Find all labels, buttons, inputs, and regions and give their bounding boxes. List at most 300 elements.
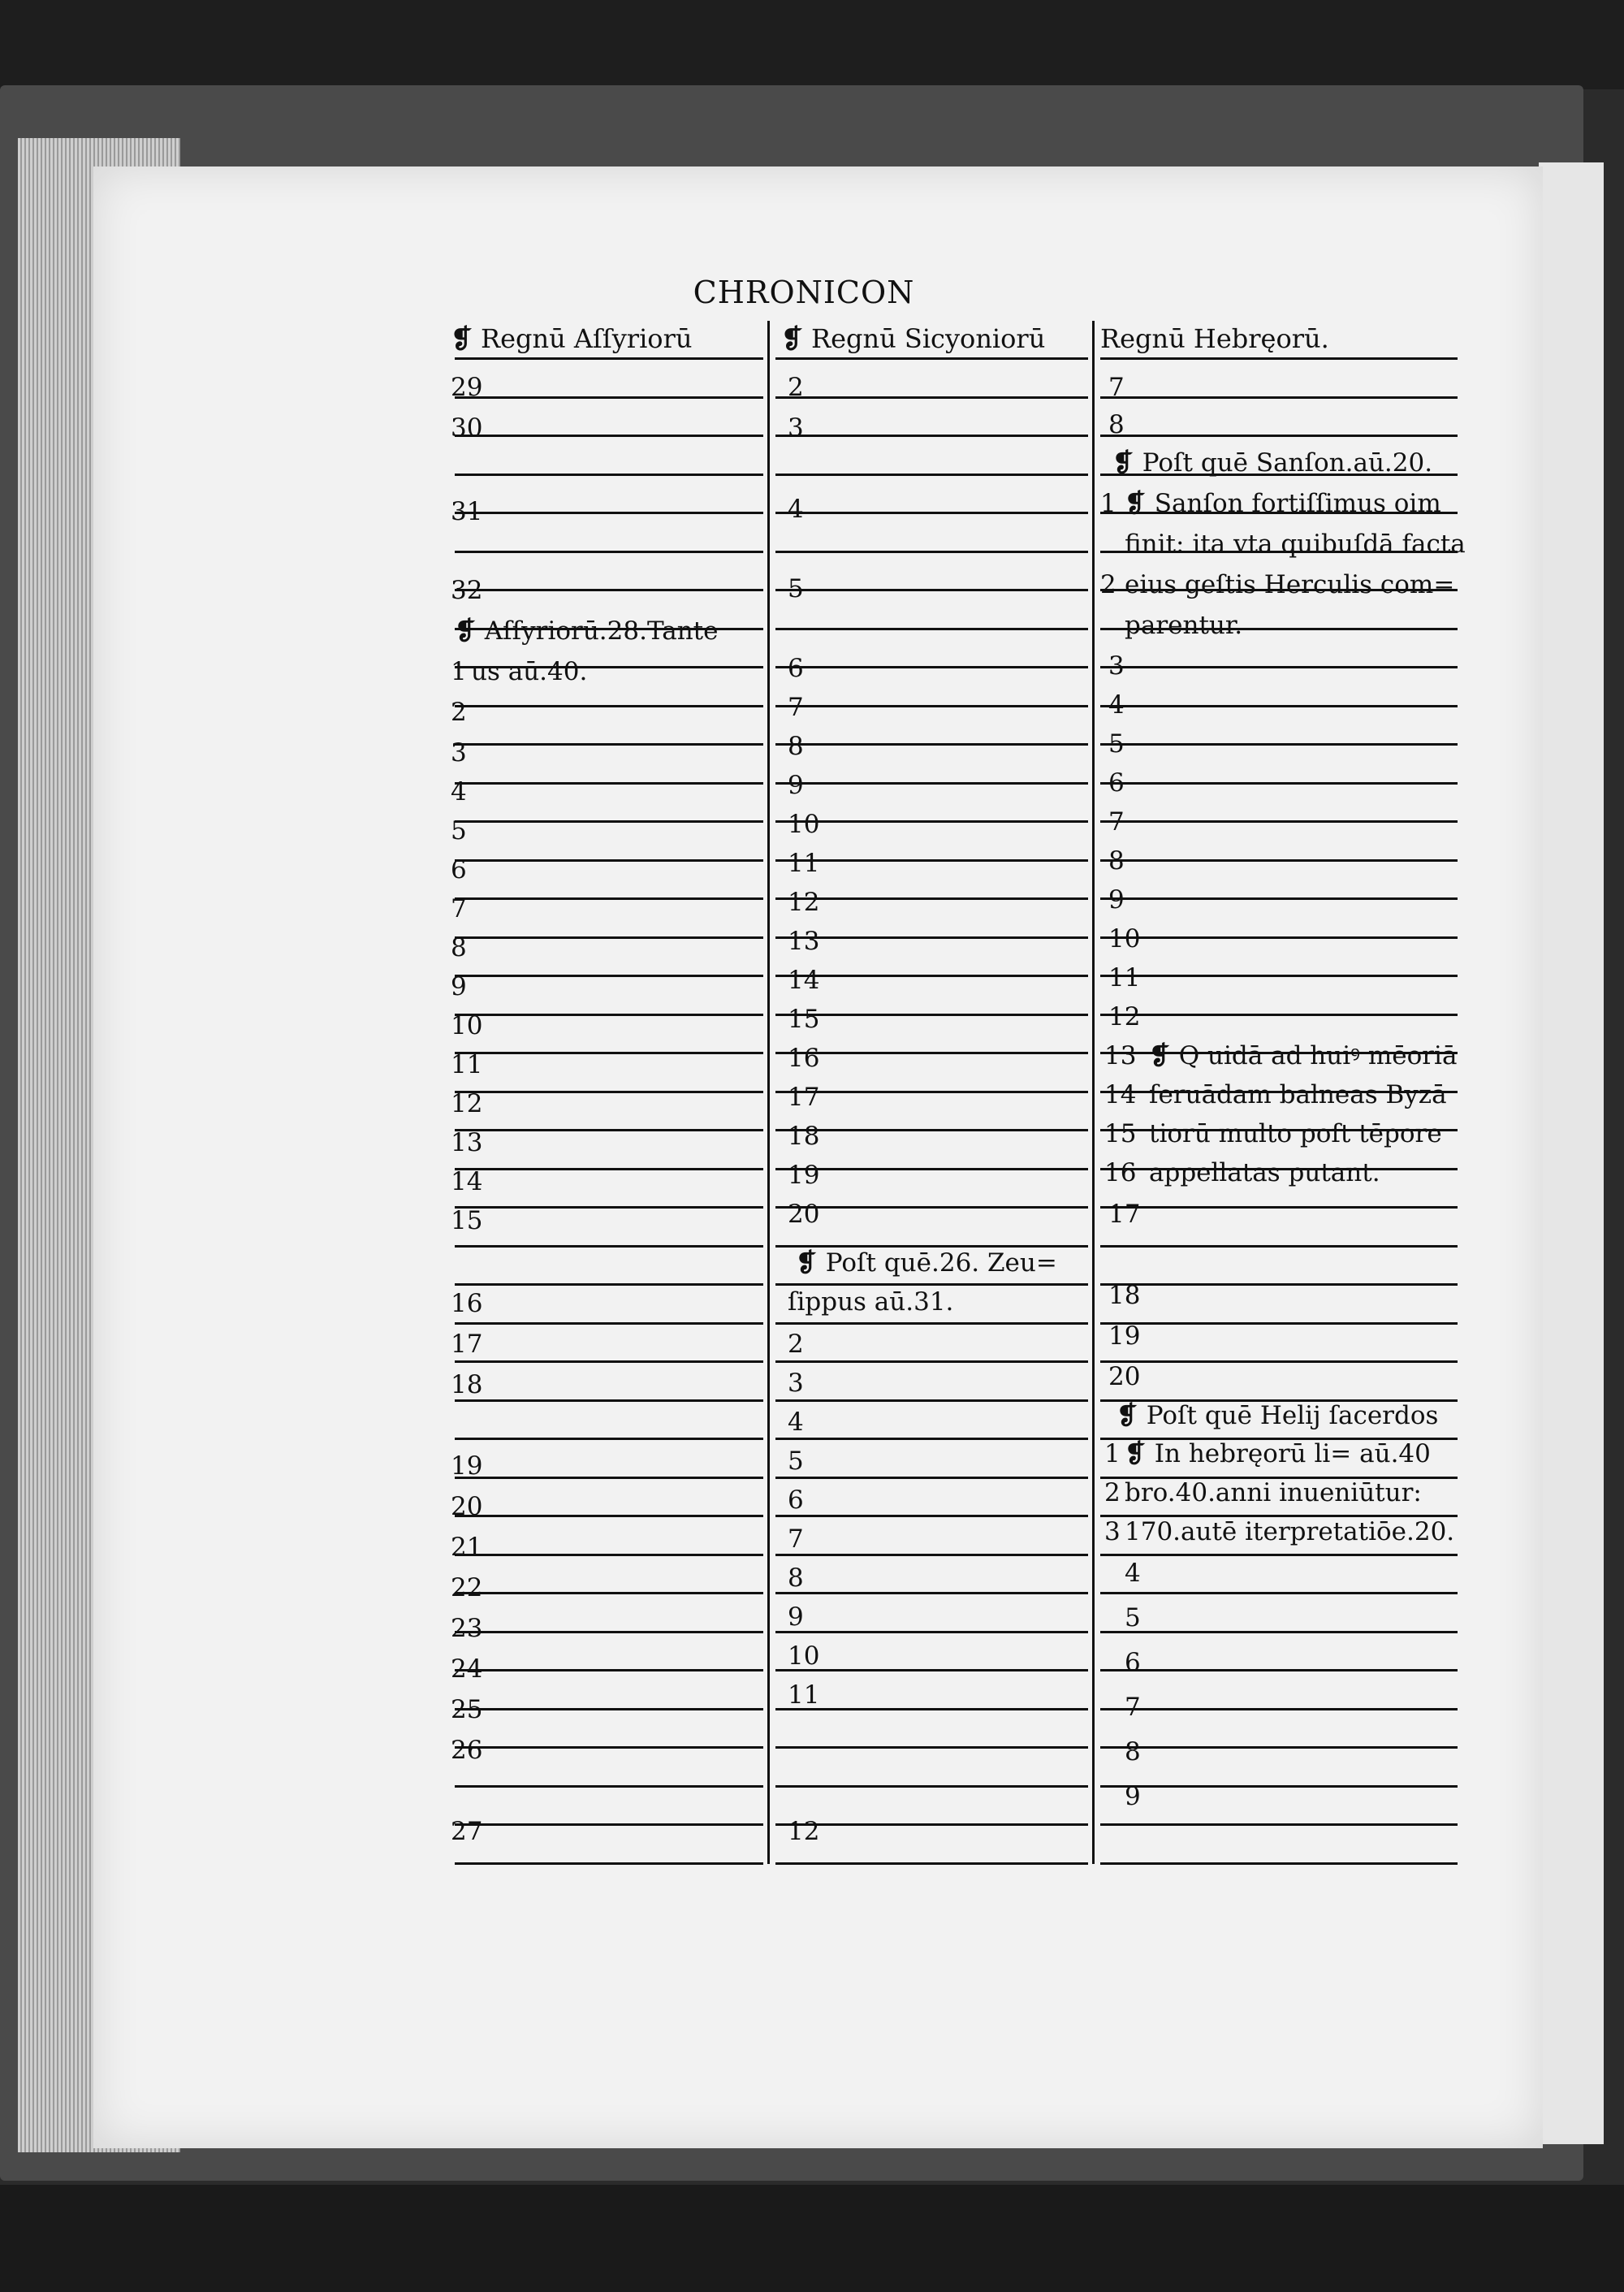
ruled-line bbox=[775, 1515, 1088, 1517]
year-number bbox=[451, 1535, 482, 1560]
year-number bbox=[1108, 1002, 1141, 1031]
ruled-line bbox=[1100, 975, 1458, 977]
year-number bbox=[788, 1202, 819, 1227]
ruled-line bbox=[1100, 897, 1458, 900]
column-header-sicyon bbox=[781, 323, 1045, 354]
ruled-line bbox=[455, 820, 763, 823]
quida-note-text: ſeruādam balneas Byzā bbox=[1149, 1080, 1447, 1109]
year-number-text: 7 bbox=[1125, 1693, 1141, 1722]
year-number bbox=[1104, 1478, 1121, 1507]
year-number-text: 14 bbox=[1104, 1080, 1137, 1109]
pilcrow-mark: ❡ bbox=[1112, 448, 1142, 478]
year-number bbox=[451, 972, 467, 1001]
pilcrow-mark: ❡ bbox=[1116, 1401, 1147, 1430]
ruled-line bbox=[455, 1592, 763, 1594]
ruled-line bbox=[775, 936, 1088, 939]
ruled-line bbox=[775, 1245, 1088, 1248]
year-number-text: 16 bbox=[788, 1044, 820, 1073]
year-number-text: 20 bbox=[1108, 1362, 1141, 1391]
year-number-text: 20 bbox=[788, 1200, 820, 1229]
year-number bbox=[1100, 491, 1116, 517]
year-number bbox=[788, 890, 819, 915]
year-number bbox=[788, 1819, 819, 1844]
year-number-text: 9 bbox=[788, 1602, 804, 1632]
ruled-line bbox=[775, 1477, 1088, 1479]
year-number-text: 14 bbox=[451, 1167, 483, 1196]
ruled-line bbox=[775, 474, 1088, 476]
year-number-text: 6 bbox=[1125, 1648, 1141, 1677]
ruled-line bbox=[455, 1438, 763, 1440]
year-number-text: 8 bbox=[1125, 1737, 1141, 1767]
year-number-text: 5 bbox=[1125, 1603, 1141, 1633]
ruled-line bbox=[455, 589, 763, 591]
year-number bbox=[1104, 1158, 1137, 1187]
year-number-text: 19 bbox=[788, 1161, 820, 1190]
year-number-text: 19 bbox=[1108, 1321, 1141, 1351]
year-number-text: 31 bbox=[451, 497, 483, 526]
year-number-text: 3 bbox=[1108, 651, 1125, 681]
year-number bbox=[1125, 1561, 1141, 1586]
pilcrow-mark: ❡ bbox=[455, 616, 485, 646]
ruled-line bbox=[775, 820, 1088, 823]
ruled-line bbox=[775, 1014, 1088, 1016]
year-number bbox=[1108, 651, 1125, 681]
ruled-line bbox=[455, 1206, 763, 1209]
ruled-line bbox=[1100, 1708, 1458, 1710]
ruled-line bbox=[775, 1708, 1088, 1710]
ruled-line bbox=[1100, 705, 1458, 707]
helij-heading bbox=[1116, 1403, 1438, 1429]
year-number bbox=[788, 1410, 804, 1435]
sanson-note bbox=[1125, 570, 1455, 599]
year-number-text: 1 bbox=[1100, 489, 1116, 518]
ruled-line bbox=[775, 1322, 1088, 1325]
sanson-note-text: finit: ita vta quibuſdā facta bbox=[1125, 530, 1466, 559]
helij-note bbox=[1125, 1517, 1455, 1546]
ruled-line bbox=[1100, 396, 1458, 399]
year-number bbox=[451, 1370, 483, 1399]
year-number-text: 18 bbox=[788, 1122, 820, 1151]
helij-note bbox=[1125, 1439, 1431, 1468]
ruled-line bbox=[775, 1785, 1088, 1788]
ruled-line bbox=[1100, 1014, 1458, 1016]
year-number bbox=[1104, 1119, 1137, 1148]
ruled-line bbox=[455, 1129, 763, 1131]
helij-note-text: In hebręorū li= aū.40 bbox=[1154, 1439, 1431, 1468]
year-number bbox=[788, 497, 804, 522]
year-number-text: 11 bbox=[451, 1050, 483, 1079]
year-number bbox=[788, 1485, 804, 1515]
year-number-text: 17 bbox=[1108, 1200, 1141, 1229]
year-number bbox=[451, 1291, 482, 1317]
ruled-line bbox=[455, 1360, 763, 1363]
year-number-text: 4 bbox=[451, 777, 467, 807]
column-header-hebrew bbox=[1100, 323, 1329, 354]
sanson-note-text: Sanſon fortiſſimus oim bbox=[1154, 489, 1441, 518]
sicyon-note bbox=[788, 1287, 954, 1317]
year-number-text: 7 bbox=[788, 1524, 804, 1554]
assyria-note-text: us aū.40. bbox=[471, 657, 588, 686]
year-number-text: 23 bbox=[451, 1614, 483, 1643]
ruled-line bbox=[775, 1631, 1088, 1633]
year-number bbox=[788, 656, 804, 681]
ruled-line bbox=[775, 357, 1088, 360]
year-number bbox=[1108, 1283, 1140, 1308]
ruled-line bbox=[455, 1168, 763, 1170]
year-number bbox=[788, 1680, 820, 1710]
ruled-line bbox=[1100, 859, 1458, 862]
year-number bbox=[451, 1167, 483, 1196]
sicyon-note bbox=[796, 1248, 1057, 1278]
ruled-line bbox=[455, 975, 763, 977]
sanson-note bbox=[1125, 491, 1441, 517]
year-number bbox=[1108, 768, 1125, 798]
year-number-text: 7 bbox=[1108, 373, 1125, 402]
year-number-text: 10 bbox=[451, 1011, 483, 1040]
year-number-text: 16 bbox=[1104, 1158, 1137, 1187]
assyria-note bbox=[455, 616, 719, 646]
year-number-text: 9 bbox=[1108, 885, 1125, 915]
year-number bbox=[1108, 690, 1125, 720]
column-divider-1 bbox=[767, 321, 770, 1864]
year-number bbox=[451, 1332, 482, 1357]
year-number bbox=[1108, 410, 1125, 439]
year-number-text: 1 bbox=[1104, 1439, 1121, 1468]
ruled-line bbox=[1100, 1862, 1458, 1865]
year-number-text: 11 bbox=[1108, 963, 1141, 992]
ruled-line bbox=[455, 1322, 763, 1325]
ruled-line bbox=[775, 1438, 1088, 1440]
year-number-text: 9 bbox=[788, 771, 804, 800]
quida-note-text: tiorū multo poſt tēpore bbox=[1149, 1119, 1442, 1148]
backdrop bbox=[0, 0, 1624, 89]
assyria-note-text: Aſſyriorū.28.Tante bbox=[484, 616, 719, 646]
year-number bbox=[1100, 570, 1116, 599]
column-header-assyria bbox=[451, 323, 692, 354]
ruled-line bbox=[775, 589, 1088, 591]
year-number-text: 12 bbox=[788, 888, 820, 917]
ruled-line bbox=[455, 396, 763, 399]
year-number-text: 18 bbox=[451, 1370, 483, 1399]
year-number-text: 3 bbox=[788, 413, 804, 443]
year-number bbox=[1108, 729, 1125, 759]
year-number bbox=[788, 1371, 804, 1396]
pilcrow-mark: ❡ bbox=[451, 323, 473, 354]
year-number-text: 26 bbox=[451, 1736, 483, 1765]
ruled-line bbox=[775, 1823, 1088, 1826]
year-number bbox=[1108, 1364, 1140, 1390]
sanson-heading-text: Poſt quē Sanſon.aū.20. bbox=[1142, 448, 1433, 478]
ruled-line bbox=[455, 1283, 763, 1286]
bottom-shadow bbox=[0, 2185, 1624, 2292]
quida-note bbox=[1149, 1158, 1380, 1187]
year-number-text: 20 bbox=[451, 1492, 483, 1521]
year-number bbox=[1108, 375, 1125, 400]
page-title: CHRONICON bbox=[693, 275, 915, 310]
helij-note-text: 170.autē iterpretatiōe.20. bbox=[1125, 1517, 1455, 1546]
year-number bbox=[1125, 1603, 1141, 1633]
year-number bbox=[788, 1124, 819, 1149]
year-number bbox=[451, 933, 467, 962]
ruled-line bbox=[775, 859, 1088, 862]
ruled-line bbox=[775, 551, 1088, 553]
ruled-line bbox=[1100, 1245, 1458, 1248]
year-number bbox=[451, 1011, 483, 1040]
year-number bbox=[451, 894, 467, 923]
year-number bbox=[788, 1332, 804, 1357]
ruled-line bbox=[1100, 1746, 1458, 1749]
year-number bbox=[1108, 885, 1125, 915]
quida-note bbox=[1149, 1119, 1442, 1148]
helij-note-text: bro.40.anni inueniūtur: bbox=[1125, 1478, 1422, 1507]
ruled-line bbox=[775, 897, 1088, 900]
sicyon-note-text: ſippus aū.31. bbox=[788, 1287, 954, 1317]
year-number-text: 4 bbox=[1125, 1559, 1141, 1588]
year-number-text: 13 bbox=[451, 1128, 483, 1157]
ruled-line bbox=[1100, 1554, 1458, 1556]
year-number-text: 15 bbox=[451, 1206, 483, 1235]
ruled-line bbox=[455, 435, 763, 437]
year-number bbox=[1108, 924, 1141, 954]
year-number bbox=[451, 1654, 483, 1684]
ruled-line bbox=[1100, 1206, 1458, 1209]
year-number bbox=[788, 1046, 819, 1071]
ruled-line bbox=[775, 435, 1088, 437]
ruled-line bbox=[1100, 936, 1458, 939]
ruled-line bbox=[775, 628, 1088, 630]
year-number bbox=[1104, 1517, 1121, 1546]
year-number bbox=[1108, 807, 1125, 837]
year-number bbox=[451, 1616, 482, 1641]
year-number bbox=[451, 738, 467, 768]
ruled-line bbox=[455, 859, 763, 862]
ruled-line bbox=[775, 1592, 1088, 1594]
year-number bbox=[451, 855, 467, 884]
ruled-line bbox=[775, 1052, 1088, 1054]
year-number bbox=[451, 375, 482, 400]
year-number-text: 6 bbox=[1108, 768, 1125, 798]
ruled-line bbox=[775, 1091, 1088, 1093]
year-number-text: 25 bbox=[451, 1695, 483, 1724]
ruled-line bbox=[775, 705, 1088, 707]
year-number bbox=[1104, 1439, 1121, 1468]
year-number-text: 10 bbox=[1108, 924, 1141, 954]
ruled-line bbox=[455, 1091, 763, 1093]
sanson-note bbox=[1125, 613, 1242, 638]
year-number-text: 12 bbox=[451, 1089, 483, 1118]
year-number-text: 4 bbox=[1108, 690, 1125, 720]
year-number-text: 8 bbox=[1108, 410, 1125, 439]
ruled-line bbox=[775, 666, 1088, 668]
year-number-text: 8 bbox=[451, 933, 467, 962]
year-number-text: 10 bbox=[788, 810, 820, 839]
year-number bbox=[451, 1697, 482, 1723]
year-number-text: 15 bbox=[788, 1005, 820, 1034]
year-number bbox=[451, 659, 467, 685]
pilcrow-mark: ❡ bbox=[796, 1248, 826, 1278]
ruled-line bbox=[775, 743, 1088, 746]
year-number bbox=[1125, 1650, 1141, 1676]
quida-note bbox=[1149, 1041, 1458, 1070]
year-number-text: 3 bbox=[788, 1369, 804, 1398]
ruled-line bbox=[455, 512, 763, 514]
ruled-line bbox=[775, 1746, 1088, 1749]
ruled-line bbox=[775, 396, 1088, 399]
year-number-text: 18 bbox=[1108, 1281, 1141, 1310]
year-number-text: 8 bbox=[1108, 846, 1125, 876]
year-number bbox=[1125, 1784, 1141, 1810]
sicyon-note-text: Poſt quē.26. Zeu= bbox=[825, 1248, 1057, 1278]
year-number bbox=[788, 1641, 820, 1671]
ruled-line bbox=[455, 1708, 763, 1710]
ruled-line bbox=[455, 1245, 763, 1248]
year-number bbox=[1108, 1202, 1140, 1227]
ruled-line bbox=[1100, 1360, 1458, 1363]
column-header-assyria-label: Regnū Aſſyriorū bbox=[480, 323, 693, 354]
year-number-text: 21 bbox=[451, 1533, 483, 1562]
ruled-line bbox=[455, 936, 763, 939]
year-number bbox=[788, 1602, 804, 1632]
sanson-heading bbox=[1112, 448, 1433, 478]
year-number-text: 22 bbox=[451, 1573, 483, 1602]
column-header-hebrew-label: Regnū Hebręorū. bbox=[1100, 323, 1329, 354]
year-number bbox=[788, 574, 804, 603]
year-number-text: 7 bbox=[451, 894, 467, 923]
year-number-text: 9 bbox=[451, 972, 467, 1001]
year-number bbox=[451, 499, 482, 525]
ruled-line bbox=[455, 1554, 763, 1556]
year-number bbox=[451, 700, 467, 725]
ruled-line bbox=[455, 551, 763, 553]
ruled-line bbox=[1100, 435, 1458, 437]
year-number bbox=[1108, 846, 1125, 876]
year-number bbox=[451, 816, 467, 845]
year-number bbox=[1125, 1737, 1141, 1767]
year-number-text: 13 bbox=[1104, 1041, 1137, 1070]
ruled-line bbox=[1100, 1669, 1458, 1671]
year-number-text: 12 bbox=[788, 1817, 820, 1846]
pilcrow-mark: ❡ bbox=[781, 323, 803, 354]
year-number bbox=[788, 1163, 819, 1188]
year-number-text: 8 bbox=[788, 732, 804, 761]
ruled-line bbox=[1100, 1283, 1458, 1286]
year-number bbox=[451, 1089, 483, 1118]
sanson-note bbox=[1125, 532, 1466, 557]
column-header-sicyon-label: Regnū Sicyoniorū bbox=[810, 323, 1046, 354]
ruled-line bbox=[1100, 1592, 1458, 1594]
ruled-line bbox=[1100, 357, 1458, 360]
year-number bbox=[788, 1007, 819, 1032]
ruled-line bbox=[1100, 1322, 1458, 1325]
year-number bbox=[451, 1738, 482, 1763]
year-number-text: 6 bbox=[788, 1485, 804, 1515]
helij-heading-text: Poſt quē Helij ſacerdos bbox=[1146, 1401, 1439, 1430]
year-number bbox=[788, 734, 804, 759]
year-number-text: 2 bbox=[451, 698, 467, 727]
ruled-line bbox=[1100, 1785, 1458, 1788]
year-number bbox=[451, 1494, 482, 1520]
year-number bbox=[788, 1449, 804, 1474]
year-number-text: 11 bbox=[788, 849, 820, 878]
ruled-line bbox=[455, 1862, 763, 1865]
year-number-text: 7 bbox=[788, 693, 804, 722]
year-number-text: 30 bbox=[451, 413, 483, 443]
column-divider-2 bbox=[1092, 321, 1095, 1864]
year-number bbox=[788, 812, 819, 837]
pilcrow-mark: ❡ bbox=[1125, 1439, 1155, 1468]
ruled-line bbox=[775, 1129, 1088, 1131]
quida-note bbox=[1149, 1080, 1447, 1109]
ruled-line bbox=[775, 1554, 1088, 1556]
year-number bbox=[788, 929, 819, 954]
ruled-line bbox=[1100, 820, 1458, 823]
quida-note-text: appellatas putant. bbox=[1149, 1158, 1380, 1187]
ruled-line bbox=[775, 1206, 1088, 1209]
year-number bbox=[451, 1206, 483, 1235]
ruled-line bbox=[455, 1052, 763, 1054]
year-number-text: 2 bbox=[788, 373, 804, 402]
year-number-text: 6 bbox=[451, 855, 467, 884]
ruled-line bbox=[455, 1823, 763, 1826]
ruled-line bbox=[455, 1399, 763, 1402]
ruled-line bbox=[775, 975, 1088, 977]
year-number-text: 4 bbox=[788, 495, 804, 524]
year-number-text: 2 bbox=[1100, 570, 1116, 599]
pilcrow-mark: ❡ bbox=[1149, 1041, 1179, 1070]
year-number bbox=[1104, 1041, 1137, 1070]
year-number bbox=[451, 1573, 483, 1602]
year-number-text: 1 bbox=[451, 657, 467, 686]
ruled-line bbox=[775, 1862, 1088, 1865]
year-number-text: 5 bbox=[788, 574, 804, 603]
ruled-line bbox=[1100, 782, 1458, 785]
year-number bbox=[451, 1128, 483, 1157]
year-number bbox=[788, 773, 804, 798]
quida-note-text: Q uidā ad huiꝰ mēoriā bbox=[1178, 1041, 1458, 1070]
year-number-text: 13 bbox=[788, 927, 820, 956]
year-number-text: 3 bbox=[451, 738, 467, 768]
year-number-text: 3 bbox=[1104, 1517, 1121, 1546]
ruled-line bbox=[1100, 666, 1458, 668]
ruled-line bbox=[1100, 1631, 1458, 1633]
year-number bbox=[788, 413, 804, 443]
year-number bbox=[451, 1451, 483, 1481]
ruled-line bbox=[455, 1669, 763, 1671]
ruled-line bbox=[455, 782, 763, 785]
year-number-text: 27 bbox=[451, 1817, 483, 1846]
sanson-note-text: eius geſtis Herculis com= bbox=[1125, 570, 1455, 599]
ruled-line bbox=[775, 782, 1088, 785]
year-number-text: 9 bbox=[1125, 1782, 1141, 1811]
ruled-line bbox=[455, 1014, 763, 1016]
ruled-line bbox=[775, 1360, 1088, 1363]
year-number bbox=[788, 695, 804, 720]
year-number-text: 2 bbox=[788, 1330, 804, 1359]
year-number-text: 4 bbox=[788, 1408, 804, 1437]
year-number bbox=[788, 1563, 804, 1593]
year-number-text: 15 bbox=[1104, 1119, 1137, 1148]
ruled-line bbox=[455, 1515, 763, 1517]
ruled-line bbox=[455, 474, 763, 476]
year-number bbox=[451, 1819, 482, 1844]
year-number bbox=[788, 375, 804, 400]
year-number-text: 17 bbox=[451, 1330, 483, 1359]
year-number-text: 7 bbox=[1108, 807, 1125, 837]
year-number-text: 10 bbox=[788, 1641, 820, 1671]
ruled-line bbox=[455, 897, 763, 900]
year-number-text: 24 bbox=[451, 1654, 483, 1684]
year-number bbox=[1108, 1321, 1141, 1351]
